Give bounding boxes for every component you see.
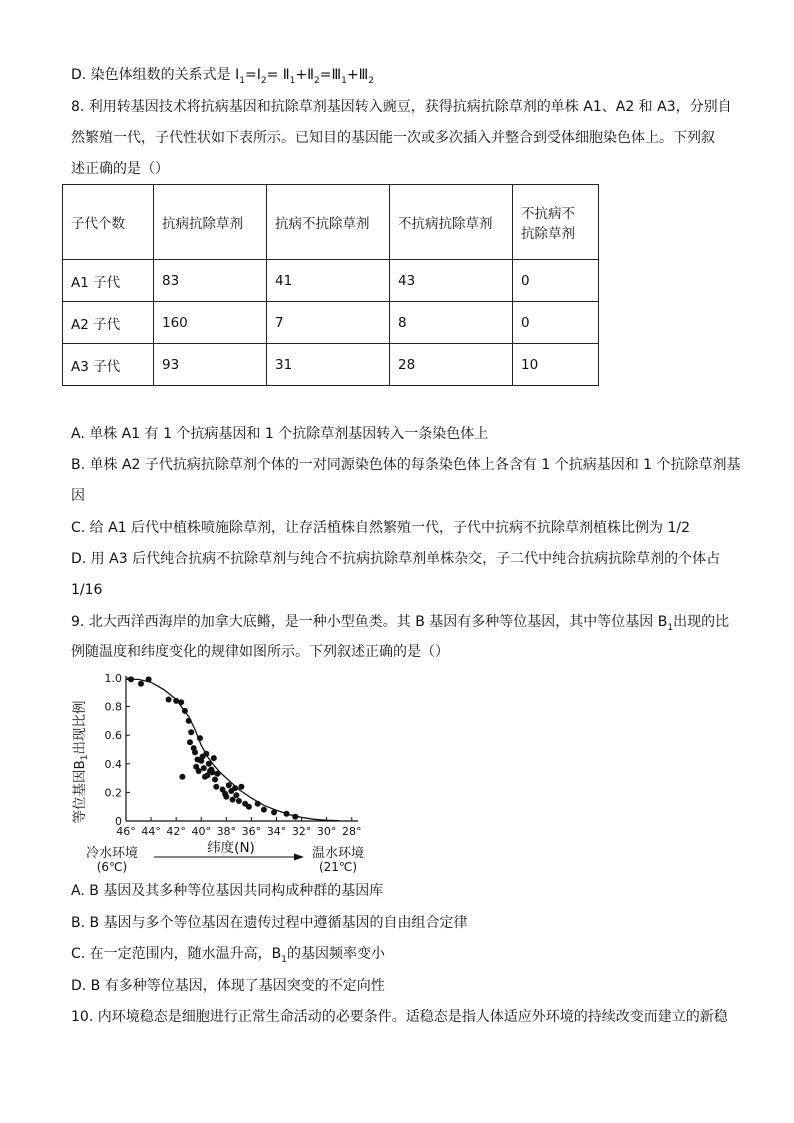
table-row — [63, 344, 599, 386]
table-cell: 0 — [513, 302, 599, 344]
cold-env-temp: (6℃) — [96, 860, 128, 874]
q10-stem-line: 10. 内环境稳态是细胞进行正常生命活动的必要条件。适稳态是指人体适应外环境的持续改变而建立的新稳 — [71, 1009, 728, 1025]
data-point — [261, 807, 267, 813]
warm-env-label: 温水环境 — [311, 846, 365, 861]
data-point — [196, 768, 202, 774]
data-point — [232, 785, 238, 791]
data-point — [211, 755, 217, 761]
x-tick-label: 42° — [166, 825, 186, 838]
data-point — [192, 749, 198, 755]
data-points — [128, 676, 298, 819]
data-point — [178, 699, 184, 705]
table-cell: A2 子代 — [63, 302, 154, 344]
q8-stem-line: 述正确的是（） — [71, 161, 169, 177]
q9-option-b: B. B 基因与多个等位基因在遗传过程中遵循基因的自由组合定律 — [71, 915, 468, 931]
data-point — [233, 792, 239, 798]
table-cell: 28 — [390, 344, 513, 386]
data-point — [246, 804, 252, 810]
data-point — [201, 765, 207, 771]
data-point — [206, 761, 212, 767]
y-tick-label: 0 — [115, 815, 122, 828]
data-point — [179, 774, 185, 780]
table-cell: 10 — [513, 344, 599, 386]
y-tick-label: 0.6 — [104, 729, 122, 743]
data-point — [128, 676, 134, 682]
q8-option-d-cont: 1/16 — [71, 582, 103, 598]
y-tick-label: 0.8 — [104, 700, 122, 714]
data-point — [187, 739, 193, 745]
table-header-row — [63, 185, 599, 260]
x-axis-label: 纬度(N) — [207, 840, 255, 856]
table-cell: 0 — [513, 260, 599, 302]
direction-arrowhead — [294, 854, 304, 861]
data-point — [255, 801, 261, 807]
x-tick-label: 46° — [116, 825, 136, 838]
y-tick-label: 1.0 — [104, 672, 122, 685]
data-point — [203, 751, 209, 757]
x-tick-label: 34° — [266, 825, 287, 838]
q8-offspring-table — [62, 184, 599, 386]
q7-option-d: D. 染色体组数的关系式是 $I_1=I_2=$ $Ⅱ_1+Ⅱ_2=Ⅲ_1+Ⅲ_2$ — [71, 67, 375, 86]
x-tick-label: 40° — [191, 825, 211, 838]
table-row — [63, 260, 599, 302]
table-header-cell: 抗病不抗除草剂 — [267, 185, 390, 260]
data-point — [238, 784, 244, 790]
q8-option-d: D. 用 A3 后代纯合抗病不抗除草剂与纯合不抗病抗除草剂单株杂交，子二代中纯合抗病抗除草剂的个体占 — [71, 551, 721, 567]
q8-option-c: C. 给 A1 后代中植株喷施除草剂，让存活植株自然繁殖一代，子代中抗病不抗除草剂植株比例为 1/2 — [71, 520, 691, 536]
x-tick-label: 36° — [241, 825, 262, 838]
table-cell: 8 — [390, 302, 513, 344]
table-cell: 160 — [154, 302, 267, 344]
allele-frequency-chart — [68, 668, 408, 874]
table-cell: 7 — [267, 302, 390, 344]
table-row — [63, 302, 599, 344]
data-point — [146, 676, 152, 682]
q9-option-c: C. 在一定范围内，随水温升高，$B_1$的基因频率变小 — [71, 946, 386, 965]
data-point — [226, 782, 232, 788]
table-header-cell: 不抗病不 抗除草剂 — [513, 185, 599, 260]
q8-option-b: B. 单株 A2 子代抗病抗除草剂个体的一对同源染色体的每条染色体上各含有 1 个抗病基因和 1 个抗除草剂基 — [71, 457, 741, 473]
q9-option-a: A. B 基因及其多种等位基因共同构成种群的基因库 — [71, 883, 384, 899]
table-cell: 43 — [390, 260, 513, 302]
q8-stem-line: 8. 利用转基因技术将抗病基因和抗除草剂基因转入豌豆，获得抗病抗除草剂的单株 A1、A2 和 A3，分别自 — [71, 99, 732, 115]
chart-axes — [126, 676, 358, 821]
table-cell: 93 — [154, 344, 267, 386]
q9-stem-line: 例随温度和纬度变化的规律如图所示。下列叙述正确的是（） — [71, 644, 449, 660]
table-cell: 31 — [267, 344, 390, 386]
data-point — [236, 798, 242, 804]
data-point — [284, 811, 290, 817]
table-cell: 83 — [154, 260, 267, 302]
table-cell: 41 — [267, 260, 390, 302]
q9-option-d: D. B 有多种等位基因，体现了基因突变的不定向性 — [71, 978, 385, 994]
table-cell: A1 子代 — [63, 260, 154, 302]
y-axis-label: 等位基因$B_1$出现比例 — [72, 700, 90, 824]
data-point — [182, 708, 188, 714]
q9-stem-line: 9. 北大西洋西海岸的加拿大底鳉，是一种小型鱼类。其 B 基因有多种等位基因，其中等位基因 $B_1$出现的比 — [71, 614, 730, 633]
table-cell: A3 子代 — [63, 344, 154, 386]
data-point — [271, 809, 277, 815]
x-tick-label: 44° — [141, 825, 161, 838]
data-point — [213, 784, 219, 790]
data-point — [166, 697, 172, 703]
data-point — [188, 729, 194, 735]
x-tick-label: 32° — [291, 825, 312, 838]
data-point — [212, 777, 218, 783]
y-tick-label: 0.4 — [104, 757, 122, 771]
table-header-cell: 抗病抗除草剂 — [154, 185, 267, 260]
q8-option-b-cont: 因 — [71, 488, 85, 504]
data-point — [215, 771, 221, 777]
data-point — [292, 814, 298, 820]
data-point — [223, 794, 229, 800]
y-tick-label: 0.2 — [104, 786, 122, 800]
table-header-cell: 不抗病抗除草剂 — [390, 185, 513, 260]
x-tick-label: 38° — [216, 825, 237, 838]
data-point — [197, 735, 203, 741]
warm-env-temp: (21℃) — [318, 860, 358, 874]
x-tick-label: 30° — [316, 825, 337, 838]
x-tick-label: 28° — [341, 825, 362, 838]
cold-env-label: 冷水环境 — [85, 846, 139, 861]
table-header-cell: 子代个数 — [63, 185, 154, 260]
data-point — [186, 718, 192, 724]
data-point — [138, 681, 144, 687]
q8-option-a: A. 单株 A1 有 1 个抗病基因和 1 个抗除草剂基因转入一条染色体上 — [71, 426, 489, 442]
q8-stem-line: 然繁殖一代，子代性状如下表所示。已知目的基因能一次或多次插入并整合到受体细胞染色体上。下列叙 — [71, 130, 715, 146]
